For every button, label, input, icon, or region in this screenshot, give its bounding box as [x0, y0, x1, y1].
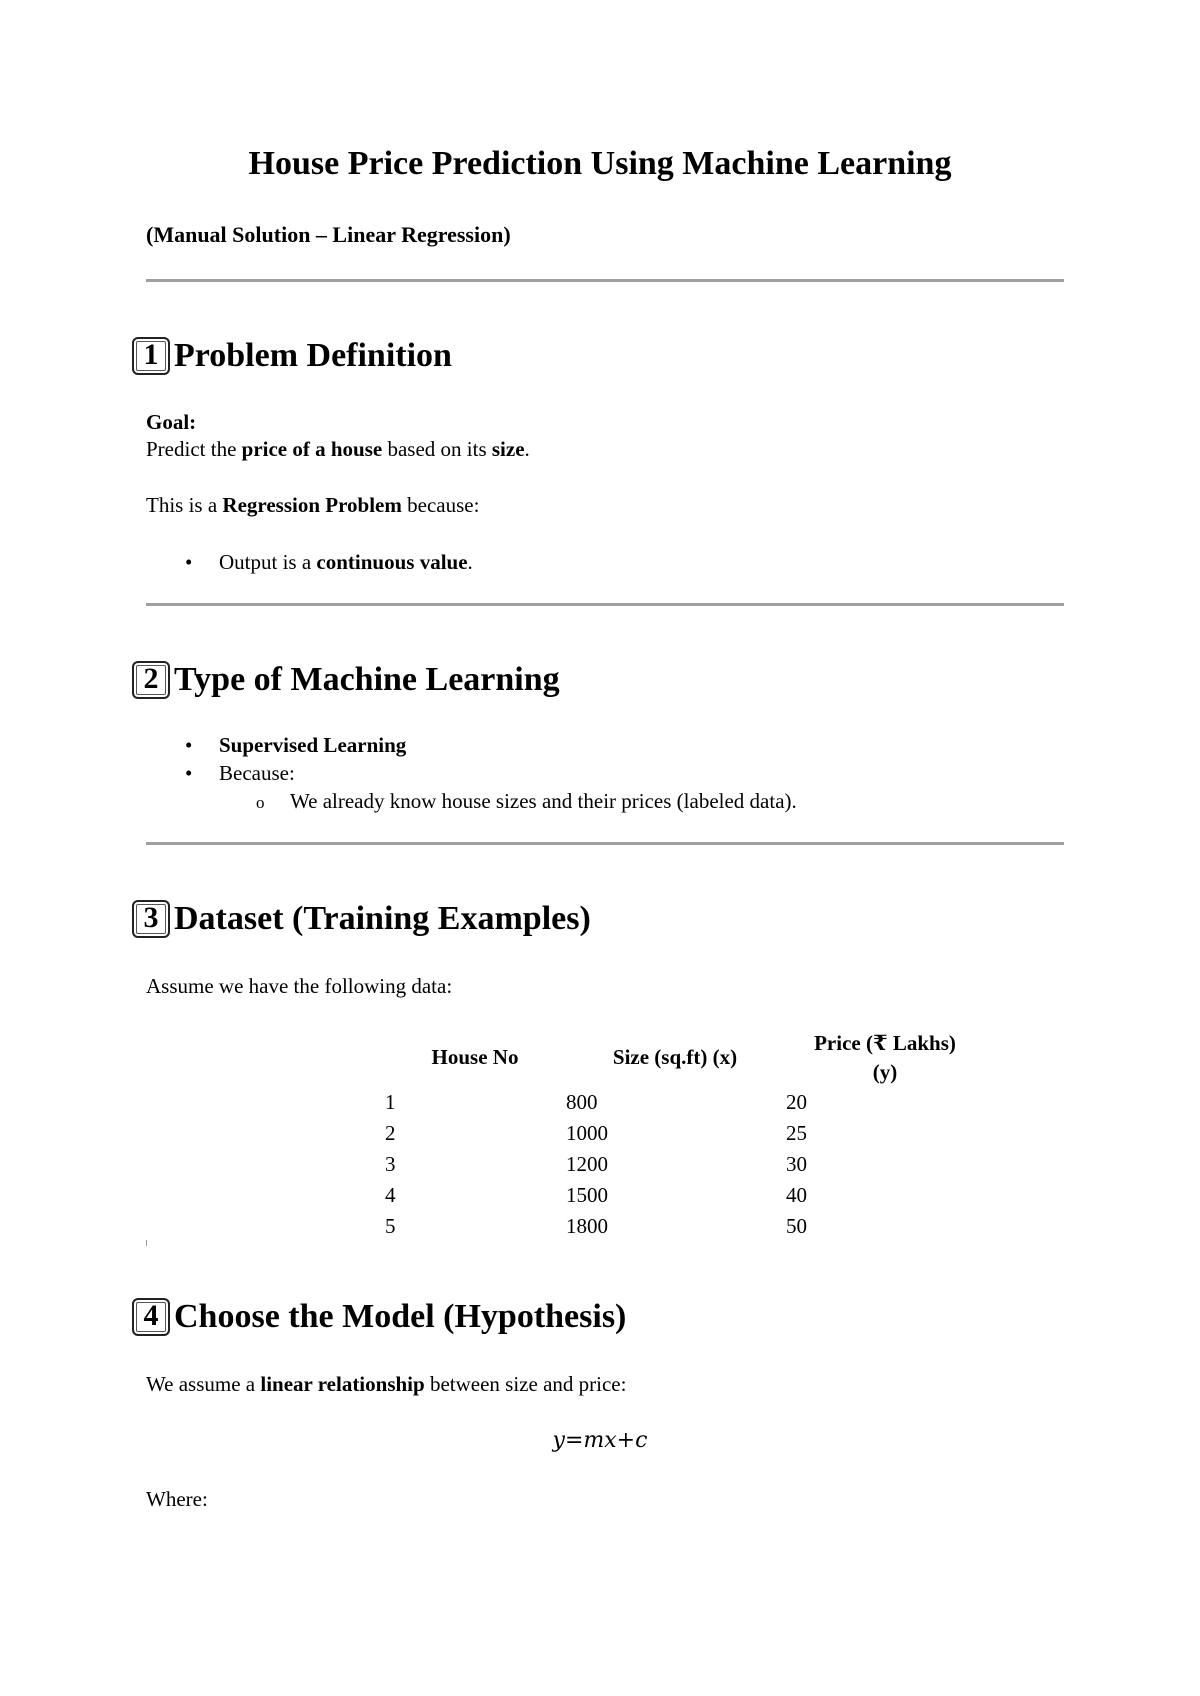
section-3-heading — [132, 900, 591, 938]
dataset-intro: Assume we have the following data: — [146, 974, 453, 998]
table-header-price-unit: (y) — [872, 1060, 898, 1084]
table-cell: 20 — [786, 1090, 807, 1114]
section-2-title: Type of Machine Learning — [174, 661, 560, 698]
keycap-4-icon: 4 — [132, 1298, 170, 1336]
table-cell: 1 — [385, 1090, 396, 1114]
table-cell: 5 — [385, 1214, 396, 1238]
table-cell: 1000 — [566, 1121, 608, 1145]
section-4-title: Choose the Model (Hypothesis) — [174, 1298, 627, 1335]
table-cell: 25 — [786, 1121, 807, 1145]
bullet-icon: • — [185, 761, 193, 785]
section-1-title: Problem Definition — [174, 337, 452, 374]
stray-mark — [146, 1240, 147, 1246]
table-cell: 2 — [385, 1121, 396, 1145]
table-cell: 1200 — [566, 1152, 608, 1176]
keycap-1-icon: 1 — [132, 337, 170, 375]
horizontal-rule — [146, 279, 1064, 282]
bullet-icon: • — [185, 550, 193, 574]
keycap-3-icon: 3 — [132, 900, 170, 938]
model-intro: We assume a linear relationship between size and price: — [146, 1372, 627, 1396]
section-4-heading — [132, 1298, 626, 1336]
table-cell: 1800 — [566, 1214, 608, 1238]
list-item: • Supervised Learning — [185, 733, 407, 757]
section-3-title: Dataset (Training Examples) — [174, 900, 591, 937]
table-cell: 3 — [385, 1152, 396, 1176]
goal-label: Goal: — [146, 410, 197, 434]
keycap-2-icon: 2 — [132, 661, 170, 699]
regression-text: This is a Regression Problem because: — [146, 493, 480, 517]
section-2-heading — [132, 661, 560, 699]
bullet-icon: • — [185, 733, 193, 757]
document-subtitle: (Manual Solution – Linear Regression) — [146, 222, 511, 247]
goal-text: Predict the price of a house based on its size. — [146, 437, 530, 461]
horizontal-rule — [146, 842, 1064, 845]
table-cell: 1500 — [566, 1183, 608, 1207]
table-header-house-no: House No — [431, 1045, 519, 1069]
sub-list-item: o We already know house sizes and their prices (labeled data). — [256, 789, 797, 813]
document-title: House Price Prediction Using Machine Learning — [248, 145, 952, 182]
table-header-size: Size (sq.ft) (x) — [612, 1045, 738, 1069]
circle-bullet-icon: o — [256, 793, 265, 812]
model-formula: y=mx+c — [552, 1428, 648, 1453]
section-1-heading — [132, 337, 452, 375]
where-label: Where: — [146, 1487, 208, 1511]
table-cell: 800 — [566, 1090, 598, 1114]
table-cell: 50 — [786, 1214, 807, 1238]
table-header-price: Price (₹ Lakhs) — [814, 1031, 956, 1055]
table-cell: 4 — [385, 1183, 396, 1207]
list-item: • Output is a continuous value. — [185, 550, 473, 574]
horizontal-rule — [146, 603, 1064, 606]
table-cell: 30 — [786, 1152, 807, 1176]
list-item: • Because: — [185, 761, 295, 785]
table-cell: 40 — [786, 1183, 807, 1207]
